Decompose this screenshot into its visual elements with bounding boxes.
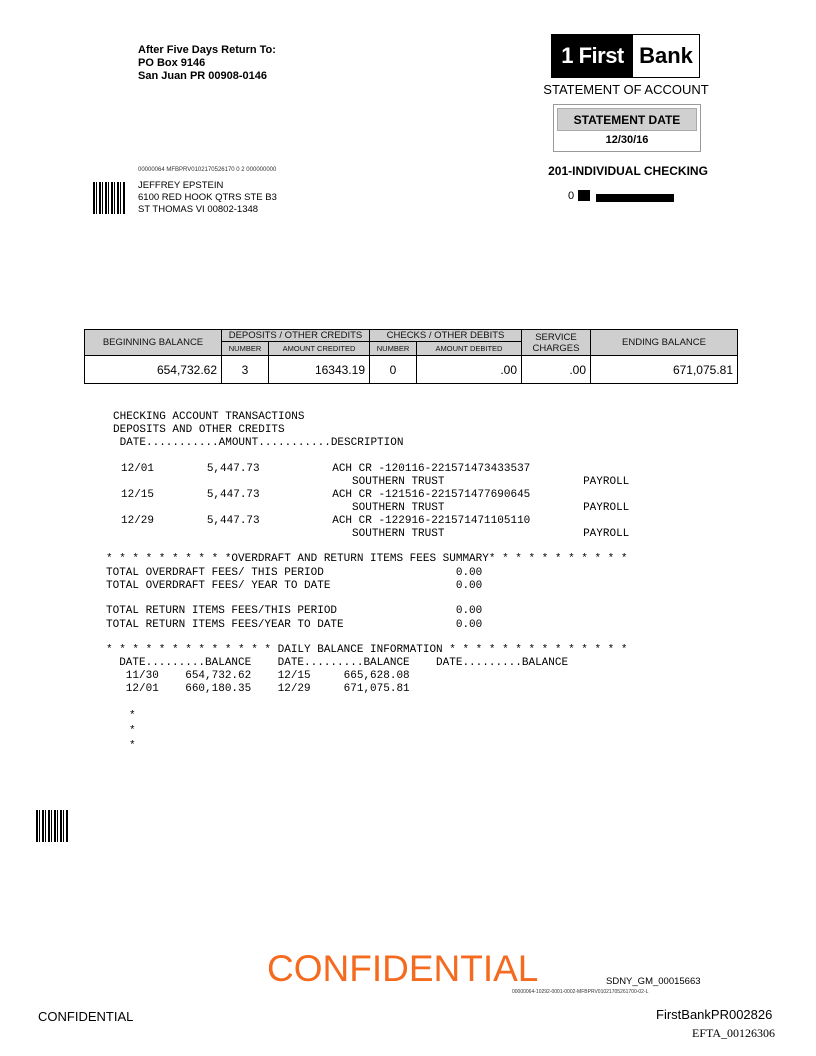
balance-summary-table [84, 329, 738, 384]
confidential-stamp: CONFIDENTIAL [267, 948, 539, 989]
redaction-bar [596, 194, 674, 202]
redaction-bar [578, 190, 590, 201]
ending-balance-value: 671,075.81 [591, 356, 738, 384]
deposits-heading: DEPOSITS AND OTHER CREDITS [113, 424, 285, 436]
statement-date-value: 12/30/16 [605, 134, 649, 146]
filler-star: * [129, 710, 136, 722]
header-ending-balance: ENDING BALANCE [591, 330, 738, 356]
header-deposits: DEPOSITS / OTHER CREDITS [222, 330, 370, 342]
statement-date-box [553, 104, 701, 152]
account-number-visible: 0 [568, 190, 575, 202]
mail-code: 00000064 MFBPRV0102170526170 0 2 000000000 [138, 167, 277, 173]
account-type: 201-INDIVIDUAL CHECKING [548, 164, 708, 178]
daily-balance-columns: DATE.........BALANCE DATE.........BALANCE DATE.........BALANCE [106, 657, 569, 669]
return-address [138, 44, 276, 83]
transaction-row-detail: SOUTHERN TRUST PAYROLL [121, 528, 630, 540]
statement-date-label: STATEMENT DATE [557, 108, 697, 131]
transactions-columns: DATE...........AMOUNT...........DESCRIPTION [113, 437, 404, 449]
transaction-row: 12/01 5,447.73 ACH CR -120116-221571473433537 [121, 463, 531, 475]
header-amount-debited: AMOUNT DEBITED [417, 342, 522, 356]
return-fees-ytd: TOTAL RETURN ITEMS FEES/YEAR TO DATE 0.00 [106, 619, 483, 631]
overdraft-fees-period: TOTAL OVERDRAFT FEES/ THIS PERIOD 0.00 [106, 567, 483, 579]
transactions-heading: CHECKING ACCOUNT TRANSACTIONS [113, 411, 305, 423]
transaction-row-detail: SOUTHERN TRUST PAYROLL [121, 476, 630, 488]
header-deposits-number: NUMBER [222, 342, 269, 356]
daily-balance-row: 11/30 654,732.62 12/15 665,628.08 [106, 670, 410, 682]
bates-number: FirstBankPR002826 [656, 1007, 773, 1022]
return-address-line3: San Juan PR 00908-0146 [138, 70, 268, 82]
document-code: 00000064-10292-0001-0002-MFBPRV01021705261700-02-L [512, 989, 649, 995]
return-address-line2: PO Box 9146 [138, 57, 206, 69]
fees-summary-header: * * * * * * * * * *OVERDRAFT AND RETURN ITEMS FEES SUMMARY* * * * * * * * * * * [106, 553, 628, 565]
customer-name: JEFFREY EPSTEIN [138, 180, 224, 191]
daily-balance-row: 12/01 660,180.35 12/29 671,075.81 [106, 683, 410, 695]
header-service-charges: SERVICE CHARGES [522, 330, 591, 356]
confidential-footer: CONFIDENTIAL [38, 1009, 134, 1024]
service-charges-value: .00 [522, 356, 591, 384]
customer-address-line2: ST THOMAS VI 00802-1348 [138, 204, 259, 215]
account-number [568, 190, 574, 202]
qr-code-icon [93, 182, 125, 214]
header-checks: CHECKS / OTHER DEBITS [370, 330, 522, 342]
deposits-number-value: 3 [222, 356, 269, 384]
return-address-line1: After Five Days Return To: [138, 44, 276, 56]
checks-number-value: 0 [370, 356, 417, 384]
bank-logo-left: 1 First [552, 35, 633, 77]
bank-logo-right: Bank [639, 43, 693, 68]
customer-address [138, 180, 277, 216]
transaction-row: 12/15 5,447.73 ACH CR -121516-221571477690645 [121, 489, 531, 501]
header-beginning-balance: BEGINNING BALANCE [85, 330, 222, 356]
customer-address-line1: 6100 RED HOOK QTRS STE B3 [138, 192, 277, 203]
amount-credited-value: 16343.19 [269, 356, 370, 384]
sdny-number: SDNY_GM_00015663 [606, 976, 701, 987]
transaction-row: 12/29 5,447.73 ACH CR -122916-221571471105110 [121, 515, 531, 527]
bank-logo [551, 34, 700, 78]
beginning-balance-value: 654,732.62 [85, 356, 222, 384]
filler-star: * [129, 725, 136, 737]
overdraft-fees-ytd: TOTAL OVERDRAFT FEES/ YEAR TO DATE 0.00 [106, 580, 483, 592]
transaction-row-detail: SOUTHERN TRUST PAYROLL [121, 502, 630, 514]
amount-debited-value: .00 [417, 356, 522, 384]
daily-balance-header: * * * * * * * * * * * * * DAILY BALANCE INFORMATION * * * * * * * * * * * * * * [106, 644, 628, 656]
header-checks-number: NUMBER [370, 342, 417, 356]
efta-number: EFTA_00126306 [692, 1026, 776, 1040]
header-amount-credited: AMOUNT CREDITED [269, 342, 370, 356]
statement-title: STATEMENT OF ACCOUNT [543, 82, 709, 97]
qr-code-icon [36, 810, 68, 842]
return-fees-period: TOTAL RETURN ITEMS FEES/THIS PERIOD 0.00 [106, 605, 483, 617]
filler-star: * [129, 740, 136, 752]
